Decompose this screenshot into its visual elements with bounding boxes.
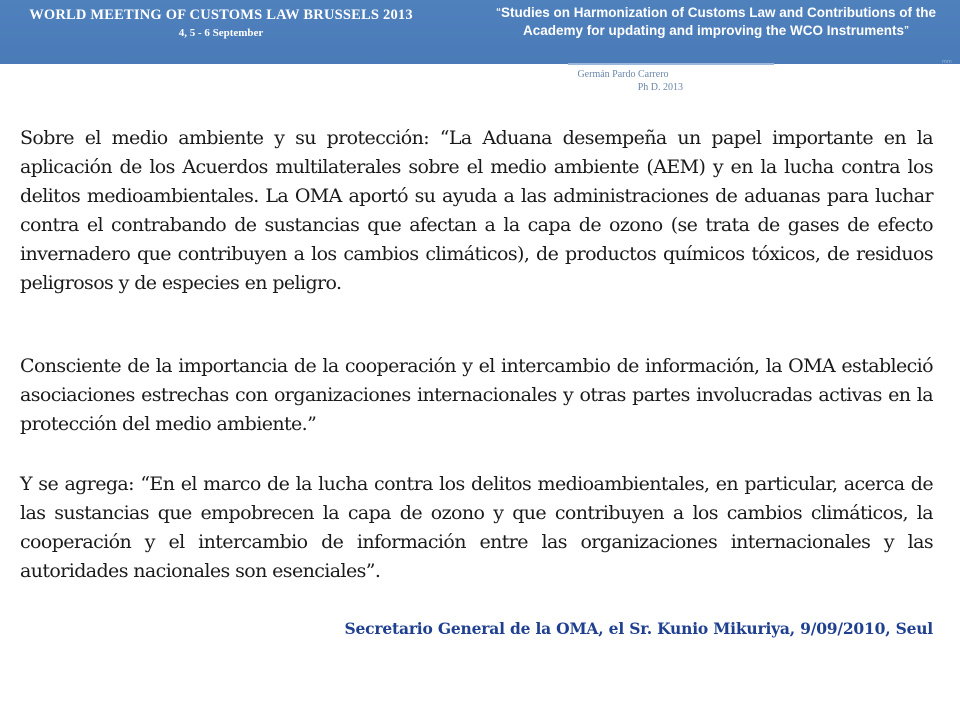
- conference-theme-title: [478, 4, 954, 40]
- body-paragraph-3: Y se agrega: “En el marco de la lucha contra los delitos medioambientales, en particular, acerca de las sustancias que empobrecen la capa de ozono y que contribuyen a los cambios climáticos, la cooperación y el intercambio de información entre las organizaciones internacionales y las autoridades nacionales son esenciales”.: [20, 473, 933, 582]
- header-accent-line: [568, 63, 774, 65]
- open-quote: “: [496, 7, 501, 18]
- author-degree: Ph D. 2013: [637, 82, 683, 93]
- conference-theme-text: Studies on Harmonization of Customs Law and Contributions of the Academy for updating and improving the WCO Instruments: [501, 5, 936, 38]
- event-dates: 4, 5 - 6 September: [178, 27, 264, 39]
- quote-attribution: Secretario General de la OMA, el Sr. Kunio Mikuriya, 9/09/2010, Seul: [344, 619, 933, 638]
- author-name: Germán Pardo Carrero: [577, 69, 669, 80]
- close-quote: ”: [904, 25, 910, 36]
- corner-mark: mm: [942, 59, 952, 65]
- header-bar: [0, 0, 960, 64]
- event-title: WORLD MEETING OF CUSTOMS LAW BRUSSELS 2013: [29, 7, 413, 23]
- body-paragraph-2: Consciente de la importancia de la cooperación y el intercambio de información, la OMA estableció asociaciones estrechas con organizaciones internacionales y otras partes involucradas activas en la protección del medio ambiente.”: [20, 355, 933, 435]
- body-paragraph-1: Sobre el medio ambiente y su protección: “La Aduana desempeña un papel importante en la aplicación de los Acuerdos multilaterales sobre el medio ambiente (AEM) y en la lucha contra los delitos medioambientales. La OMA aportó su ayuda a las administraciones de aduanas para luchar contra el contrabando de sustancias que afectan a la capa de ozono (se trata de gases de efecto invernadero que contribuyen a los cambios climáticos), de productos químicos tóxicos, de residuos peligrosos y de especies en peligro.: [20, 127, 933, 294]
